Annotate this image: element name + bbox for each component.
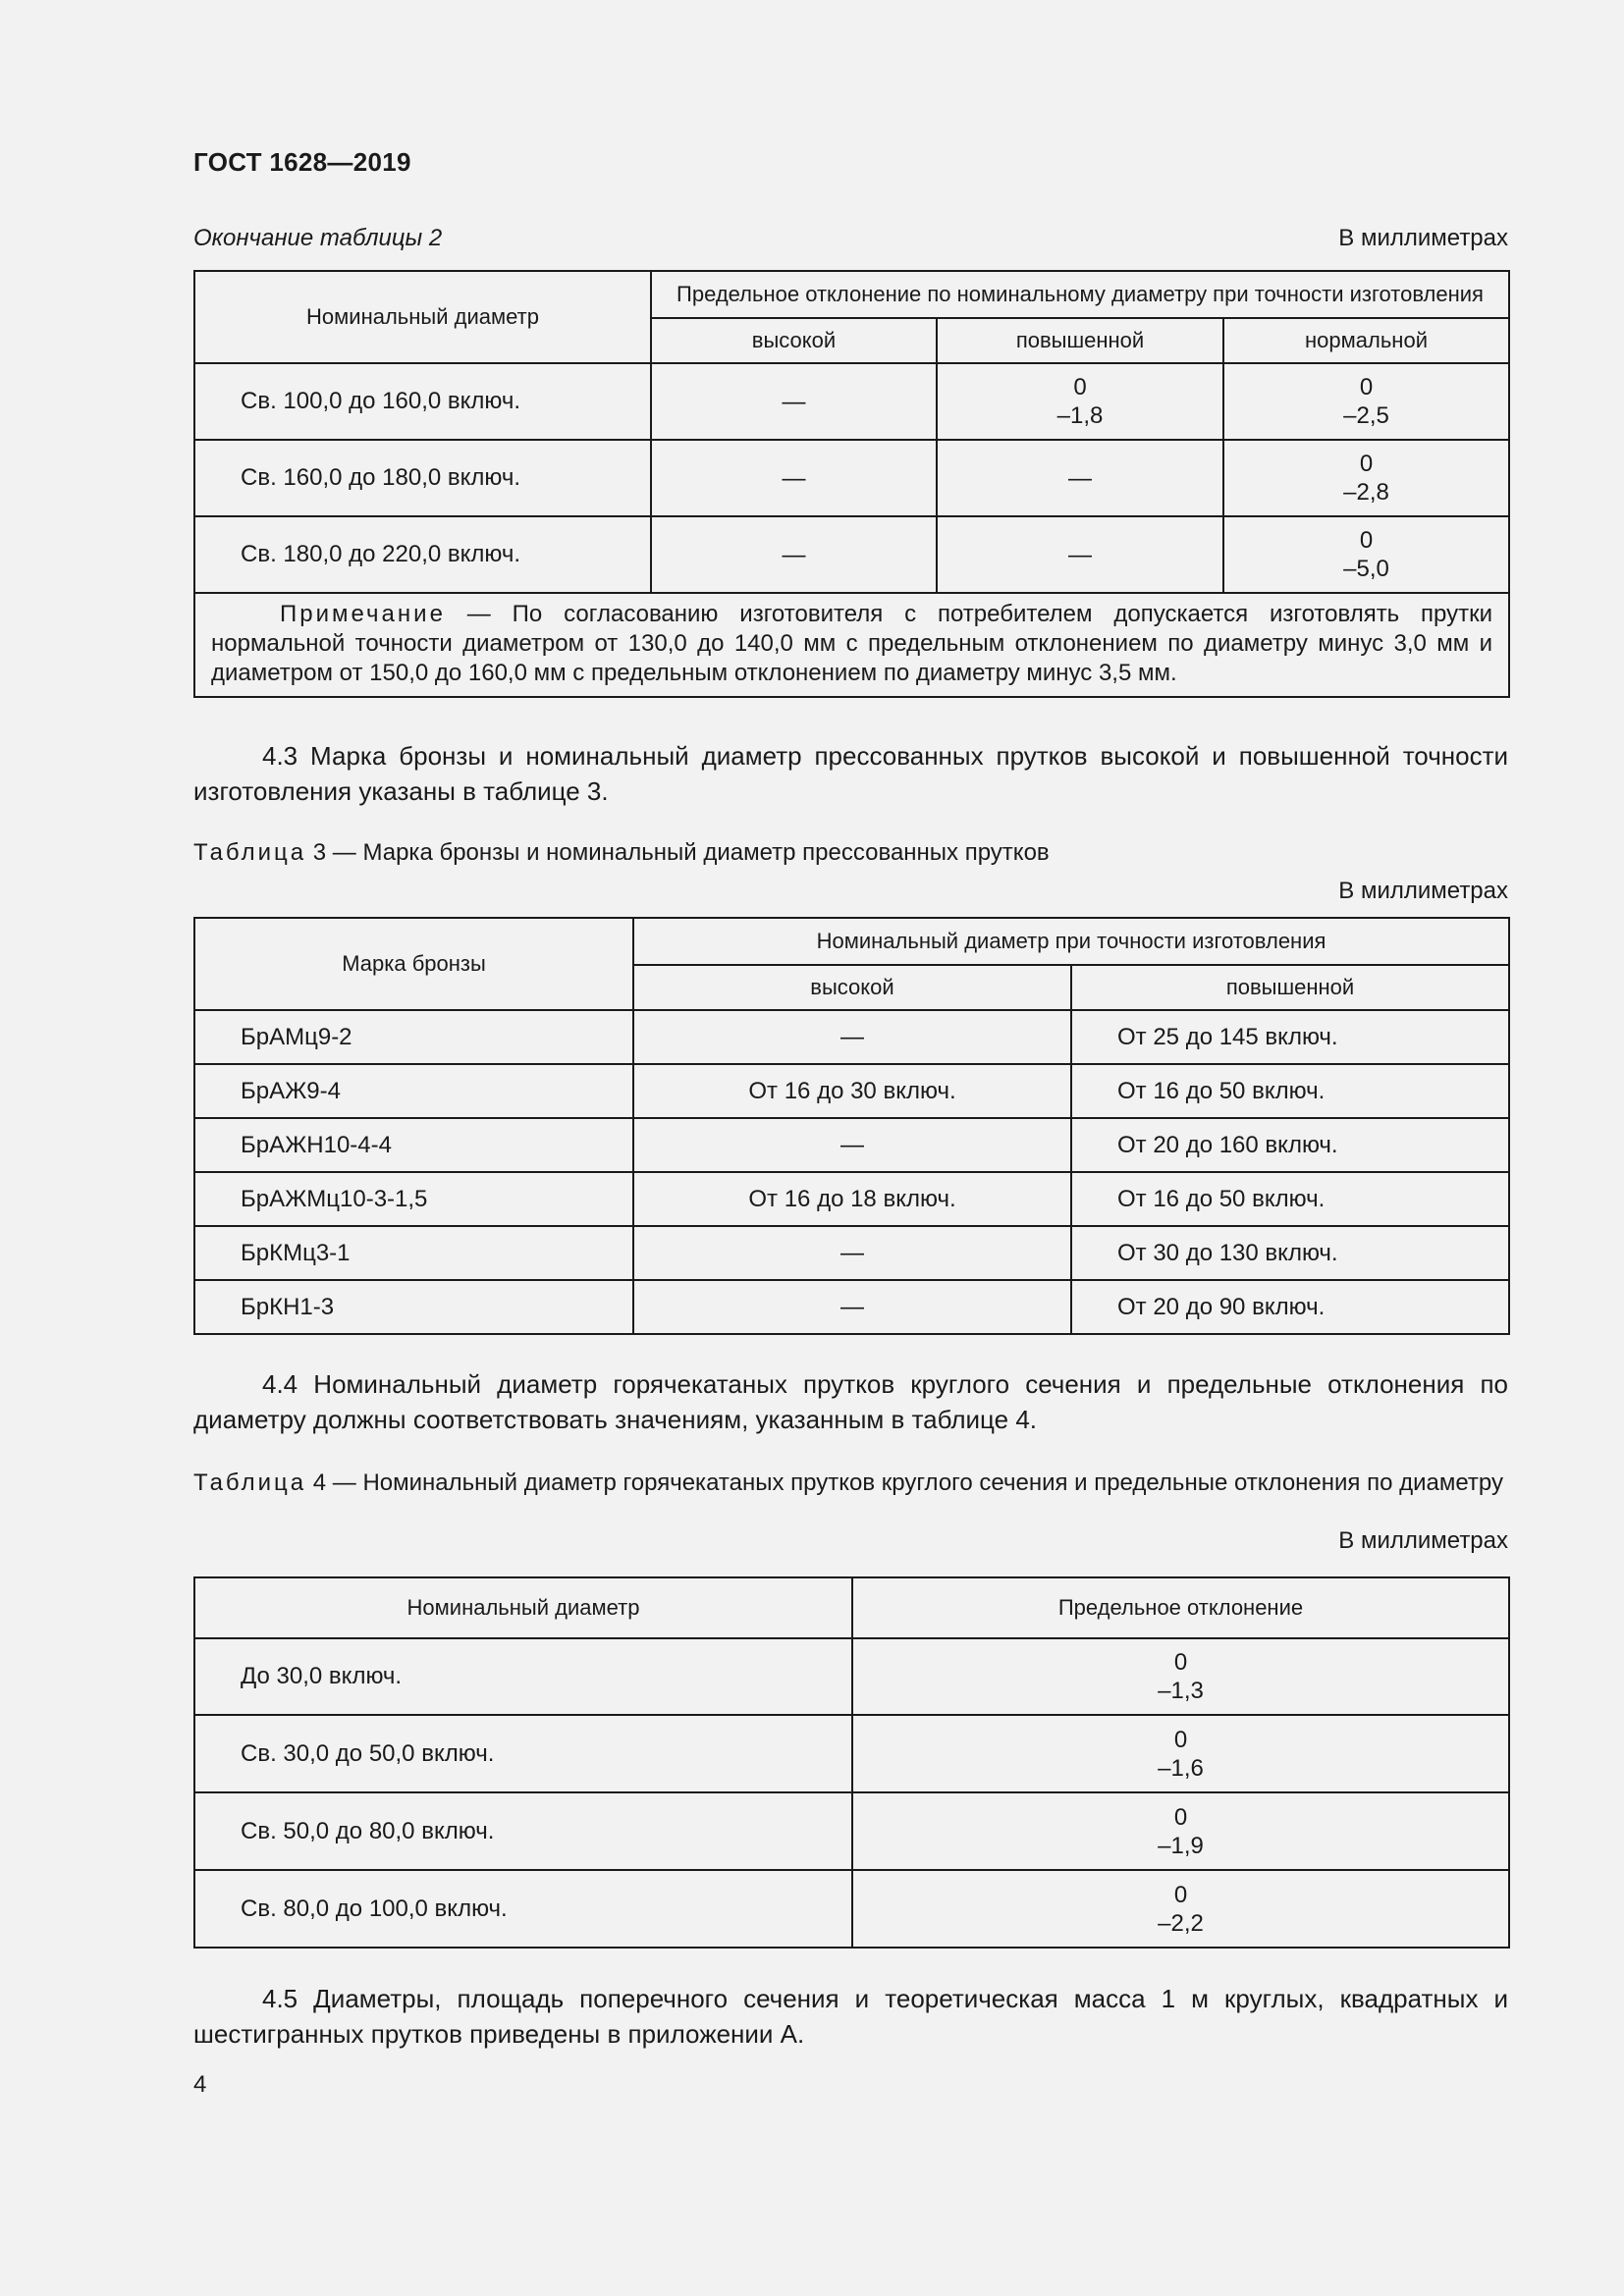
table3-cell-grade: БрАЖ9-4	[194, 1064, 633, 1118]
deviation-lower: –2,8	[1343, 479, 1389, 506]
table2-cell-high: —	[651, 363, 937, 440]
deviation-lower: –5,0	[1343, 556, 1389, 582]
table2-cell-normal	[1223, 363, 1509, 440]
table2-cell-normal	[1223, 516, 1509, 593]
table3-cell-increased: От 30 до 130 включ.	[1071, 1226, 1509, 1280]
table3-cell-increased: От 25 до 145 включ.	[1071, 1010, 1509, 1064]
table3-cell-grade: БрАМц9-2	[194, 1010, 633, 1064]
table3-cell-grade: БрАЖМц10-3-1,5	[194, 1172, 633, 1226]
table4-header-deviation: Предельное отклонение	[852, 1577, 1509, 1638]
table4-label: Таблица	[193, 1469, 307, 1496]
table-row	[194, 440, 1509, 516]
table2-cell-diameter: Св. 100,0 до 160,0 включ.	[194, 363, 651, 440]
table3-cell-high: От 16 до 18 включ.	[633, 1172, 1071, 1226]
table4-cell-deviation	[852, 1638, 1509, 1715]
table3-header-grade: Марка бронзы	[194, 918, 633, 1010]
table2-cell-increased: —	[937, 516, 1223, 593]
table2-header-normal: нормальной	[1223, 318, 1509, 363]
table-row	[194, 1870, 1509, 1948]
deviation-lower: –1,9	[1158, 1832, 1204, 1859]
table3-units: В миллиметрах	[1338, 878, 1508, 904]
table2-cell-diameter: Св. 160,0 до 180,0 включ.	[194, 440, 651, 516]
table2-cell-normal	[1223, 440, 1509, 516]
table-row	[194, 1280, 1509, 1334]
table3-cell-increased: От 16 до 50 включ.	[1071, 1172, 1509, 1226]
table3-cell-high: —	[633, 1226, 1071, 1280]
table4-title-row	[193, 1468, 1508, 1498]
table3-cell-increased: От 16 до 50 включ.	[1071, 1064, 1509, 1118]
paragraph-4-4: 4.4 Номинальный диаметр горячекатаных прутков круглого сечения и предельные отклонения по диаметру должны соответствовать значениям, указанным в таблице 4.	[193, 1369, 1508, 1434]
table2-cell-diameter: Св. 180,0 до 220,0 включ.	[194, 516, 651, 593]
table-row	[194, 1172, 1509, 1226]
deviation-lower: –2,5	[1343, 402, 1389, 429]
table3	[193, 917, 1510, 1335]
table3-label: Таблица	[193, 839, 307, 866]
table3-title: 3 — Марка бронзы и номинальный диаметр прессованных прутков	[306, 839, 1050, 866]
table3-cell-high: —	[633, 1118, 1071, 1172]
table-row	[194, 516, 1509, 593]
table2-cell-increased: —	[937, 440, 1223, 516]
table3-cell-increased: От 20 до 160 включ.	[1071, 1118, 1509, 1172]
table3-cell-high: —	[633, 1280, 1071, 1334]
table2-header-group: Предельное отклонение по номинальному диаметру при точности изготовления	[651, 271, 1509, 318]
table3-header-increased: повышенной	[1071, 965, 1509, 1010]
doc-header: ГОСТ 1628—2019	[193, 147, 411, 177]
table4-units: В миллиметрах	[1338, 1527, 1508, 1554]
deviation-upper: 0	[1173, 1649, 1188, 1676]
table2-note-row	[194, 593, 1509, 697]
table3-cell-increased: От 20 до 90 включ.	[1071, 1280, 1509, 1334]
table3-header-group: Номинальный диаметр при точности изготовления	[633, 918, 1509, 965]
table3-cell-grade: БрКМц3-1	[194, 1226, 633, 1280]
table-row	[194, 1226, 1509, 1280]
table2-cell-increased	[937, 363, 1223, 440]
table2-header-nominal: Номинальный диаметр	[194, 271, 651, 363]
deviation-upper: 0	[1359, 527, 1374, 554]
table4-title: 4 — Номинальный диаметр горячекатаных прутков круглого сечения и предельные отклонения по диаметру	[306, 1469, 1503, 1496]
note-label: Примечание	[280, 601, 446, 627]
table2-units: В миллиметрах	[1338, 225, 1508, 251]
paragraph-4-5: 4.5 Диаметры, площадь поперечного сечения и теоретическая масса 1 м круглых, квадратных и шестигранных прутков приведены в приложении А.	[193, 1984, 1508, 2049]
table2-cell-high: —	[651, 440, 937, 516]
table-row	[194, 1638, 1509, 1715]
table4-cell-diameter: Св. 80,0 до 100,0 включ.	[194, 1870, 852, 1948]
deviation-lower: –1,3	[1158, 1678, 1204, 1704]
deviation-upper: 0	[1073, 374, 1087, 400]
deviation-lower: –1,6	[1158, 1754, 1204, 1782]
paragraph-4-3: 4.3 Марка бронзы и номинальный диаметр прессованных прутков высокой и повышенной точности изготовления указаны в таблице 3.	[193, 741, 1508, 806]
table-row	[194, 1792, 1509, 1870]
table3-cell-high: —	[633, 1010, 1071, 1064]
table4-header-nominal: Номинальный диаметр	[194, 1577, 852, 1638]
table3-header-high: высокой	[633, 965, 1071, 1010]
table-row	[194, 363, 1509, 440]
table3-cell-grade: БрАЖН10-4-4	[194, 1118, 633, 1172]
table4-cell-deviation	[852, 1792, 1509, 1870]
table3-cell-high: От 16 до 30 включ.	[633, 1064, 1071, 1118]
deviation-lower: –1,8	[1056, 402, 1104, 429]
table2	[193, 270, 1510, 698]
table2-cell-high: —	[651, 516, 937, 593]
table-row	[194, 1064, 1509, 1118]
table2-caption: Окончание таблицы 2	[193, 225, 443, 251]
table4-cell-deviation	[852, 1870, 1509, 1948]
table4-cell-deviation	[852, 1715, 1509, 1792]
table2-header-high: высокой	[651, 318, 937, 363]
page-number: 4	[193, 2071, 207, 2098]
deviation-upper: 0	[1359, 374, 1374, 400]
table2-header-increased: повышенной	[937, 318, 1223, 363]
table4-cell-diameter: До 30,0 включ.	[194, 1638, 852, 1715]
deviation-upper: 0	[1173, 1726, 1188, 1753]
deviation-upper: 0	[1359, 451, 1374, 477]
note-text: — По согласованию изготовителя с потребителем допускается изготовлять прутки нормальной точности диаметром от 130,0 до 140,0 мм с предельным отклонением по диаметру минус 3,0 мм и диаметром от 150,0 до 160,0 мм с предельным отклонением по диаметру минус 3,5 мм.	[211, 601, 1493, 686]
table3-cell-grade: БрКН1-3	[194, 1280, 633, 1334]
table4-cell-diameter: Св. 50,0 до 80,0 включ.	[194, 1792, 852, 1870]
table2-note	[194, 593, 1509, 697]
table-row	[194, 1010, 1509, 1064]
table4-cell-diameter: Св. 30,0 до 50,0 включ.	[194, 1715, 852, 1792]
table4	[193, 1576, 1510, 1949]
table-row	[194, 1118, 1509, 1172]
deviation-upper: 0	[1173, 1803, 1188, 1831]
deviation-upper: 0	[1173, 1881, 1188, 1908]
deviation-lower: –2,2	[1158, 1909, 1204, 1937]
table-row	[194, 1715, 1509, 1792]
